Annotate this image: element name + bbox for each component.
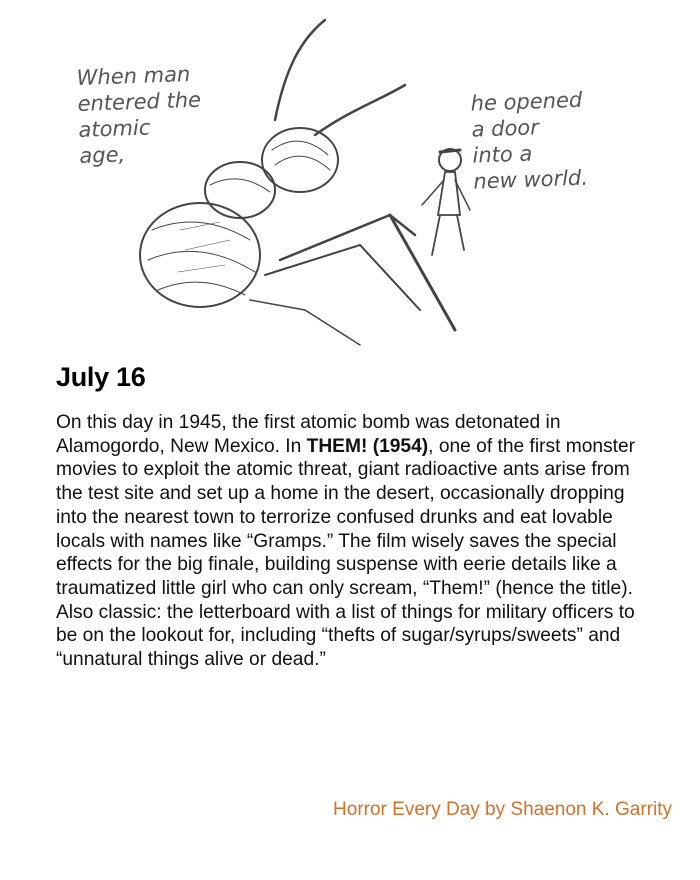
caption-line: a door <box>471 115 540 142</box>
caption-line: new world. <box>472 165 589 194</box>
author-credit: Horror Every Day by Shaenon K. Garrity <box>333 799 672 820</box>
caption-right <box>470 85 624 194</box>
caption-left <box>76 59 250 169</box>
body-text-before: On this day in 1945, the first atomic bomb was detonated in Alamogordo, New Mexico. In <box>56 412 561 457</box>
film-title: THEM! (1954) <box>306 435 429 457</box>
caption-line: age, <box>78 142 126 168</box>
caption-line: When man <box>76 62 191 90</box>
caption-line: into a <box>472 141 533 168</box>
caption-line: entered the <box>77 87 202 116</box>
entry-body <box>56 411 646 672</box>
body-text-after: , one of the first monster movies to exploit the atomic threat, giant radioactive ants arise from the test site and set up a home in the desert, occasionally dropping into the nearest town to terrorize confused drunks and eat lovable locals with names like “Gramps.” The film wisely saves the special effects for the big finale, building suspense with eerie details like a traumatized little girl who can only scream, “Them!” (hence the title). Also classic: the letterboard with a list of things for military officers to be on the lookout for, including “thefts of sugar/syrups/sweets” and “unnatural things alive or dead.” <box>56 435 636 671</box>
entry-date-heading: July 16 <box>56 362 146 392</box>
caption-line: he opened <box>470 87 583 116</box>
caption-line: atomic <box>78 115 151 142</box>
